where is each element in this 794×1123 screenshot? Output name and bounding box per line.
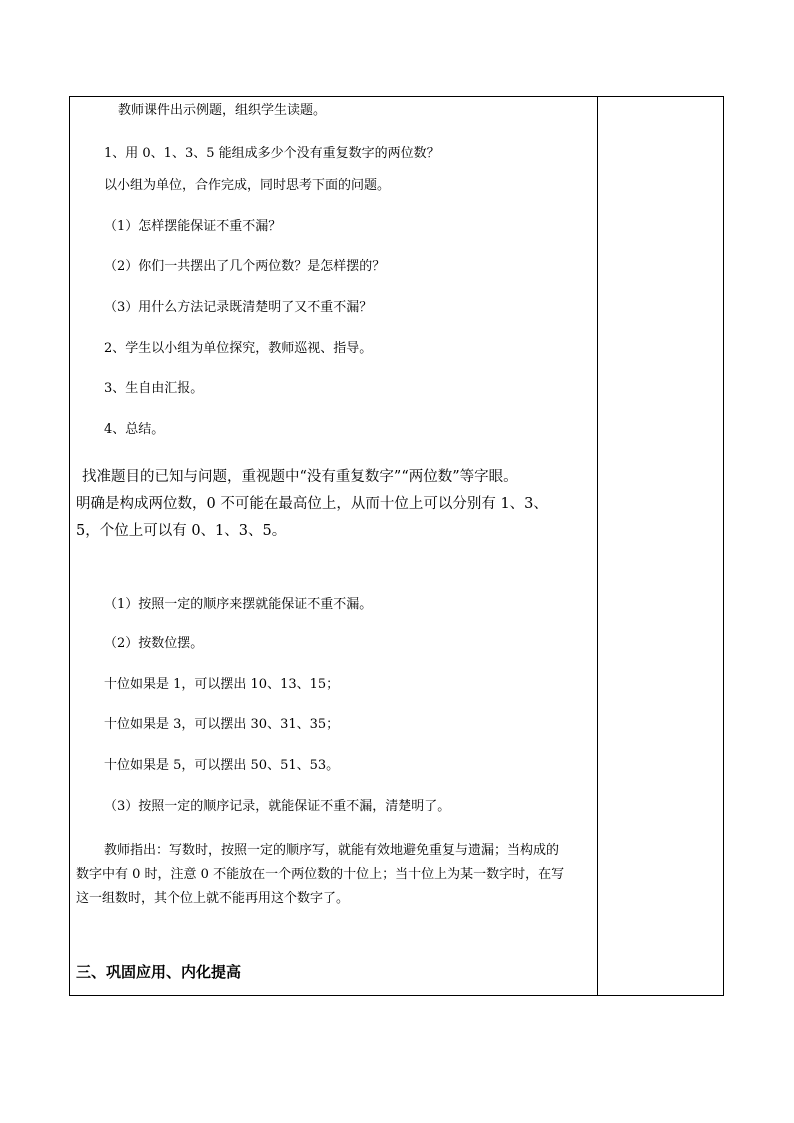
text-line-18: （3）按照一定的顺序记录，就能保证不重不漏，清楚明了。: [104, 799, 451, 814]
text-line-5: （2）你们一共摆出了几个两位数？是怎样摆的？: [104, 259, 386, 274]
text-line-11: 明确是构成两位数，0 不可能在最高位上，从而十位上可以分别有 1、3、: [76, 496, 548, 512]
text-line-8: 3、生自由汇报。: [104, 381, 204, 396]
text-line-6: （3）用什么方法记录既清楚明了又不重不漏？: [104, 300, 373, 315]
text-line-21: 这一组数时，其个位上就不能再用这个数字了。: [76, 891, 350, 906]
text-line-2: 1、用 0、1、3、5 能组成多少个没有重复数字的两位数？: [104, 146, 440, 161]
column-divider: [597, 97, 598, 995]
text-line-15: 十位如果是 1，可以摆出 10、13、15；: [104, 677, 340, 692]
text-line-16: 十位如果是 3，可以摆出 30、31、35；: [104, 717, 340, 732]
text-line-7: 2、学生以小组为单位探究，教师巡视、指导。: [104, 341, 373, 356]
text-line-3: 以小组为单位，合作完成，同时思考下面的问题。: [104, 178, 391, 193]
text-line-20: 数字中有 0 时，注意 0 不能放在一个两位数的十位上；当十位上为某一数字时，在写: [76, 867, 565, 882]
text-line-14: （2）按数位摆。: [104, 636, 204, 651]
text-line-10: 找准题目的已知与问题，重视题中“没有重复数字”“两位数”等字眼。: [82, 469, 518, 485]
text-line-12: 5，个位上可以有 0、1、3、5。: [76, 523, 287, 539]
section-heading: 三、巩固应用、内化提高: [76, 963, 242, 981]
text-line-9: 4、总结。: [104, 422, 165, 437]
text-line-1: 教师课件出示例题，组织学生读题。: [118, 103, 327, 118]
text-line-17: 十位如果是 5，可以摆出 50、51、53。: [104, 758, 340, 773]
text-line-13: （1）按照一定的顺序来摆就能保证不重不漏。: [104, 597, 373, 612]
text-line-4: （1）怎样摆能保证不重不漏？: [104, 219, 282, 234]
text-line-19: 教师指出：写数时，按照一定的顺序写，就能有效地避免重复与遗漏；当构成的: [104, 843, 560, 858]
